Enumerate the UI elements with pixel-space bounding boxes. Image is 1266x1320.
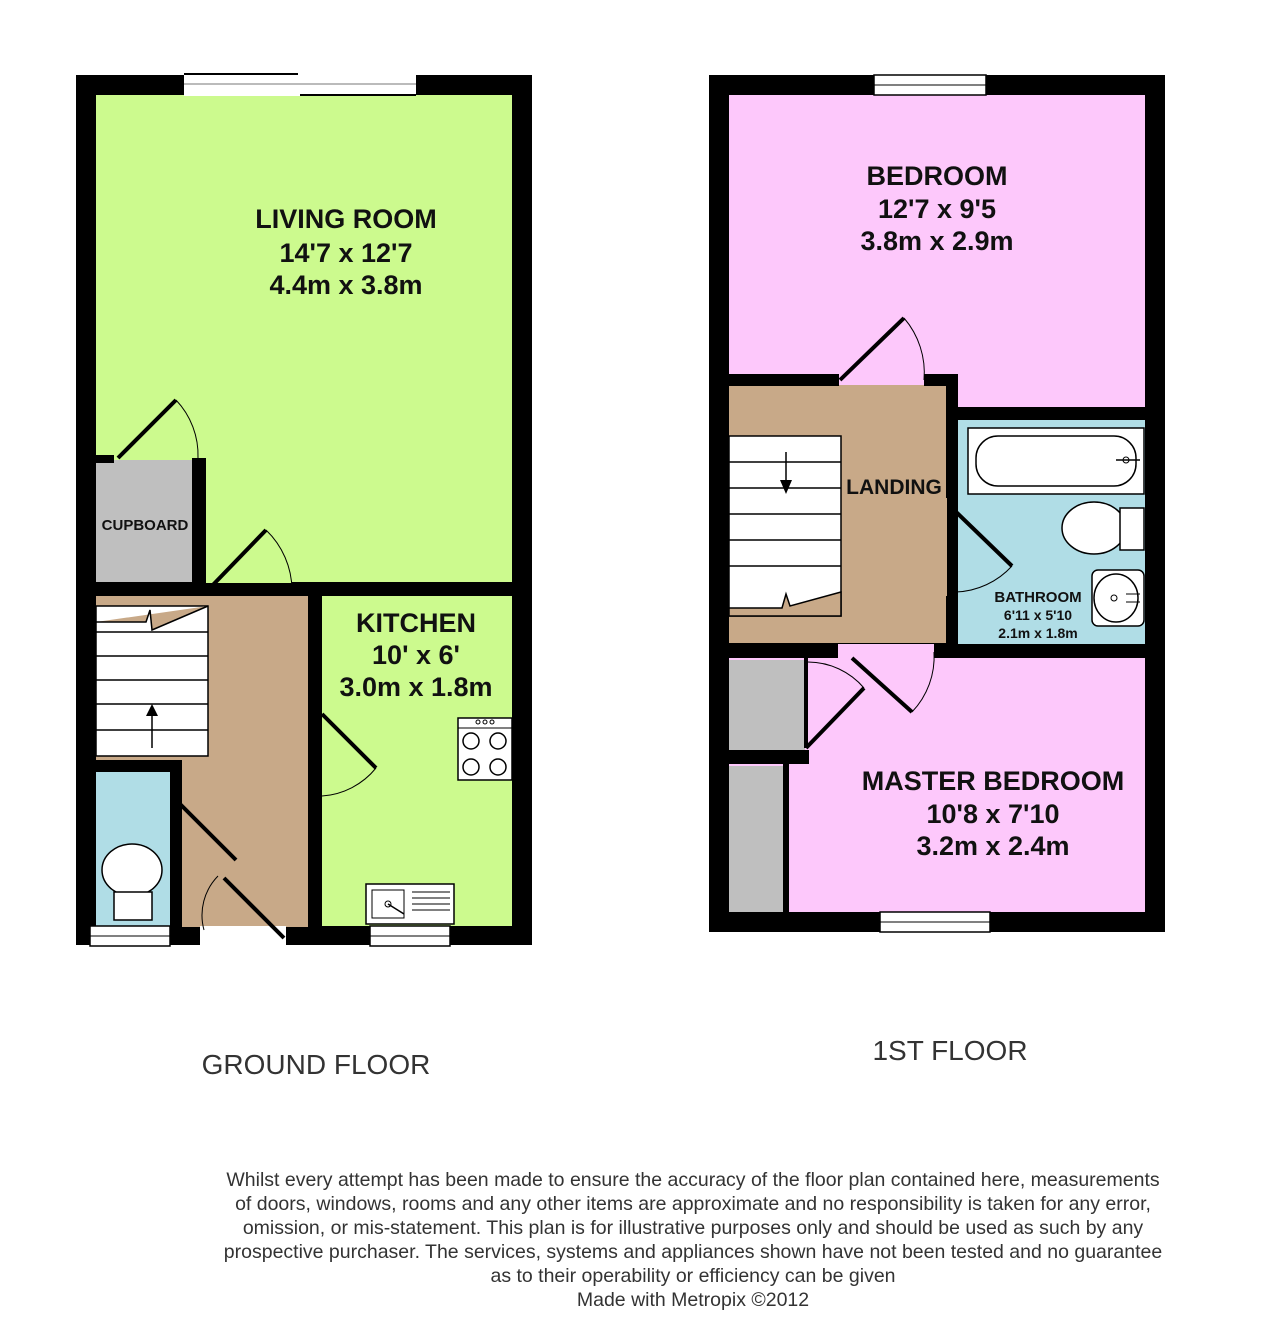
hall-kitchen-wall-bottom — [308, 800, 322, 926]
master-bedroom-name: MASTER BEDROOM — [861, 766, 1125, 796]
master-cupboard-1 — [729, 660, 805, 750]
bedroom-name: BEDROOM — [866, 161, 1008, 191]
wc-top-wall — [96, 760, 182, 772]
disclaimer-text — [160, 1168, 1226, 1312]
master-bedroom-metric: 3.2m x 2.4m — [916, 831, 1070, 861]
landing-name: LANDING — [846, 476, 942, 499]
cupboard-top-wall — [96, 455, 114, 463]
bathroom-metric: 2.1m x 1.8m — [998, 625, 1078, 641]
bathroom-name: BATHROOM — [994, 589, 1082, 606]
living-hall-wall-left — [96, 582, 204, 596]
wc-side-wall — [170, 760, 182, 886]
cupboard-wall — [192, 458, 206, 592]
ground-floor-stairs — [96, 606, 208, 756]
bath-icon — [968, 428, 1144, 494]
landing-master-wall — [729, 644, 1145, 658]
landing-bathroom-wall — [946, 374, 958, 498]
cupboard-name: CUPBOARD — [101, 517, 189, 534]
disclaimer-line: Whilst every attempt has been made to ensure the accuracy of the floor plan contained here, measurements — [226, 1169, 1160, 1191]
ground-floor-plan — [76, 72, 532, 946]
living-room-metric: 4.4m x 3.8m — [269, 270, 423, 300]
bathroom-imperial: 6'11 x 5'10 — [1003, 607, 1073, 623]
first-floor-stairs — [729, 436, 841, 616]
kitchen-name: KITCHEN — [356, 608, 476, 638]
kitchen-imperial: 10' x 6' — [372, 640, 460, 670]
first-floor-plan — [709, 75, 1165, 932]
living-room-imperial: 14'7 x 12'7 — [279, 238, 413, 268]
bathroom-toilet-icon — [1062, 502, 1144, 554]
living-room-name: LIVING ROOM — [255, 204, 437, 234]
disclaimer-line: omission, or mis-statement. This plan is for illustrative purposes only and should be used as such by any — [242, 1217, 1144, 1239]
first-floor-label: 1ST FLOOR — [872, 1035, 1028, 1066]
kitchen-metric: 3.0m x 1.8m — [339, 672, 493, 702]
metropix-credit: Made with Metropix ©2012 — [576, 1289, 810, 1311]
ground-floor-label: GROUND FLOOR — [201, 1049, 431, 1080]
basin-icon — [1092, 570, 1144, 626]
disclaimer-line: prospective purchaser. The services, systems and appliances shown have not been tested and no guarantee — [223, 1241, 1163, 1263]
bedroom-metric: 3.8m x 2.9m — [860, 226, 1014, 256]
master-cupboard-2 — [729, 766, 783, 912]
master-bedroom-imperial: 10'8 x 7'10 — [926, 799, 1060, 829]
bedroom-landing-wall-left — [729, 374, 839, 386]
living-kitchen-wall — [292, 582, 512, 596]
entrance-hall-area — [182, 762, 308, 927]
bedroom-imperial: 12'7 x 9'5 — [878, 194, 996, 224]
cooker-icon — [458, 718, 512, 780]
bedroom-bathroom-wall — [958, 408, 1145, 420]
disclaimer-line: as to their operability or efficiency can be given — [490, 1265, 896, 1287]
hall-kitchen-wall-top — [308, 582, 322, 710]
disclaimer-line: of doors, windows, rooms and any other items are approximate and no responsibility is taken for any error, — [235, 1193, 1151, 1215]
kitchen-sink-icon — [366, 884, 454, 924]
